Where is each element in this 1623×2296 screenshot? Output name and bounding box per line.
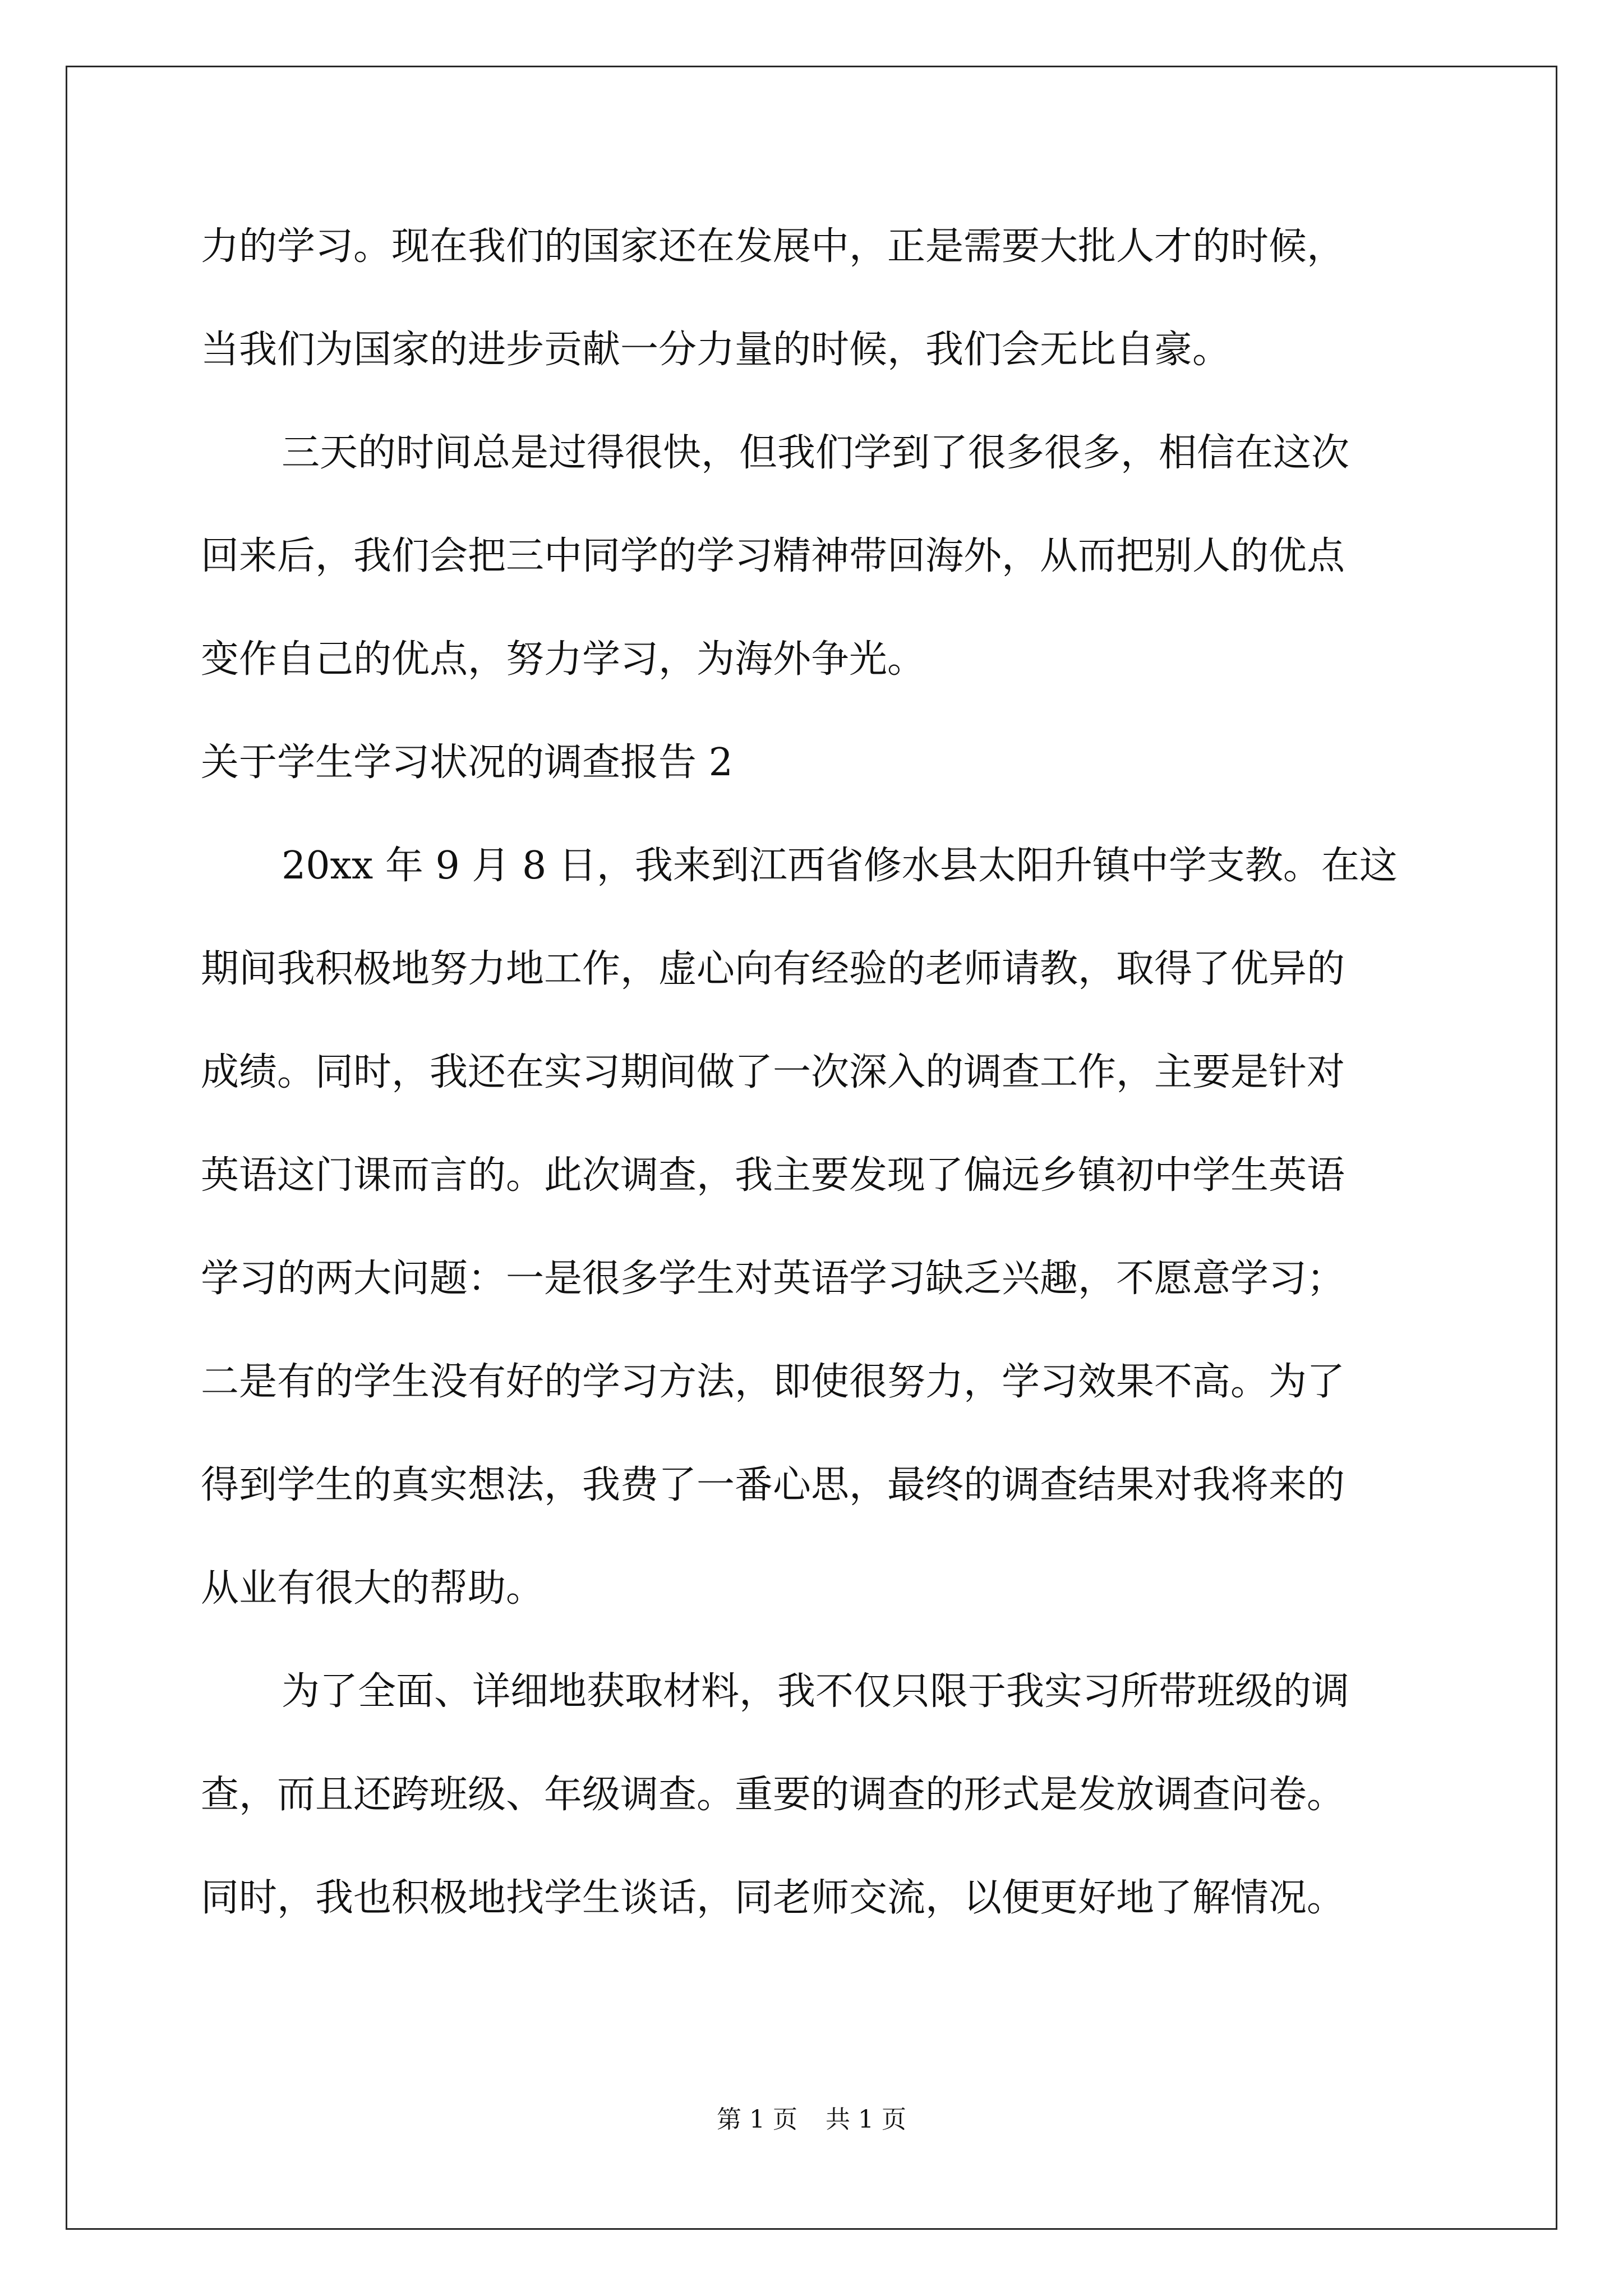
text-line: 当我们为国家的进步贡献一分力量的时候，我们会无比自豪。: [201, 328, 1231, 372]
text-line: 得到学生的真实想法，我费了一番心思，最终的调查结果对我将来的: [201, 1463, 1345, 1507]
section-heading: 关于学生学习状况的调查报告 2: [201, 740, 733, 785]
page-number: 第 1 页: [717, 2105, 797, 2134]
paragraph-4: [201, 1640, 1435, 1950]
text-line: 期间我积极地努力地工作，虚心向有经验的老师请教，取得了优异的: [201, 947, 1345, 991]
text-line: 成绩。同时，我还在实习期间做了一次深入的调查工作，主要是针对: [201, 1050, 1345, 1094]
text-line: 三天的时间总是过得很快，但我们学到了很多很多，相信在这次: [282, 431, 1350, 475]
page-total: 共 1 页: [826, 2105, 906, 2134]
text-line: 学习的两大问题：一是很多学生对英语学习缺乏兴趣，不愿意学习；: [201, 1257, 1345, 1301]
text-line: 为了全面、详细地获取材料，我不仅只限于我实习所带班级的调: [282, 1669, 1350, 1714]
page-footer: [0, 2099, 1623, 2135]
text-line: 回来后，我们会把三中同学的学习精神带回海外，从而把别人的优点: [201, 534, 1345, 578]
text-line: 20xx 年 9 月 8 日，我来到江西省修水县太阳升镇中学支教。在这: [282, 844, 1398, 888]
text-line: 同时，我也积极地找学生谈话，同老师交流，以便更好地了解情况。: [201, 1876, 1345, 1920]
document-body: [201, 195, 1435, 1950]
paragraph-3: [201, 815, 1435, 1640]
text-line: 英语这门课而言的。此次调查，我主要发现了偏远乡镇初中学生英语: [201, 1153, 1345, 1198]
paragraph-2: [201, 402, 1435, 711]
text-line: 查，而且还跨班级、年级调查。重要的调查的形式是发放调查问卷。: [201, 1773, 1345, 1817]
text-line: 变作自己的优点，努力学习，为海外争光。: [201, 637, 926, 682]
text-line: 二是有的学生没有好的学习方法，即使很努力，学习效果不高。为了: [201, 1360, 1345, 1404]
text-line: 从业有很大的帮助。: [201, 1566, 545, 1611]
paragraph-1: [201, 195, 1435, 402]
text-line: 力的学习。现在我们的国家还在发展中，正是需要大批人才的时候，: [201, 224, 1345, 269]
